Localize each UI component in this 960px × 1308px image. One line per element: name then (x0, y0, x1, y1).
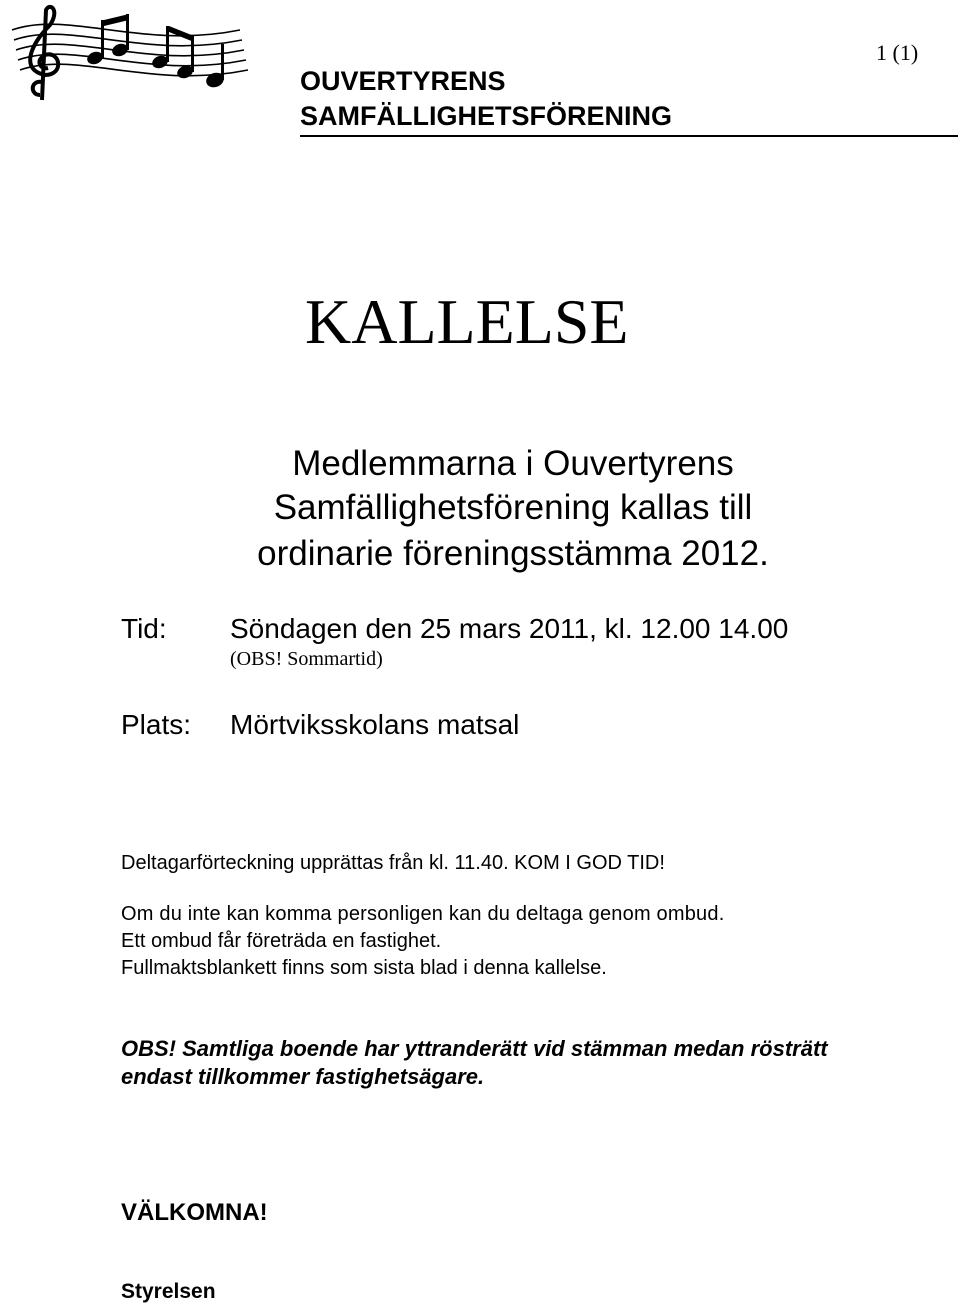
proxy-line-2: Ett ombud får företräda en fastighet. (121, 930, 442, 952)
time-value: Söndagen den 25 mars 2011, kl. 12.00 14.00 (230, 613, 789, 644)
signature: Styrelsen (121, 1280, 216, 1303)
place-value: Mörtviksskolans matsal (230, 709, 520, 740)
music-notes-staff-icon (0, 0, 250, 110)
proxy-line-1: Om du inte kan komma personligen kan du deltaga genom ombud. (121, 903, 725, 925)
welcome-text: VÄLKOMNA! (121, 1199, 268, 1226)
intro-line-2: Samfällighetsförening kallas till (273, 488, 753, 527)
document-title: KALLELSE (305, 286, 629, 357)
organization-name-line1: OUVERTYRENS (300, 66, 506, 96)
header-divider (300, 135, 958, 137)
page-number: 1 (1) (876, 40, 919, 65)
time-label: Tid: (121, 613, 167, 644)
voting-note-line-2: endast tillkommer fastighetsägare. (121, 1064, 485, 1089)
proxy-line-3: Fullmaktsblankett finns som sista blad i denna kallelse. (121, 957, 607, 979)
intro-line-1: Medlemmarna i Ouvertyrens (292, 444, 734, 483)
organization-name-line2: SAMFÄLLIGHETSFÖRENING (300, 101, 672, 131)
time-note: (OBS! Sommartid) (230, 648, 383, 670)
registration-note: Deltagarförteckning upprättas från kl. 11.40. KOM I GOD TID! (121, 852, 665, 874)
intro-line-3: ordinarie föreningsstämma 2012. (257, 534, 769, 573)
place-label: Plats: (121, 709, 192, 740)
voting-note-line-1: OBS! Samtliga boende har yttranderätt vid stämman medan rösträtt (121, 1036, 828, 1061)
